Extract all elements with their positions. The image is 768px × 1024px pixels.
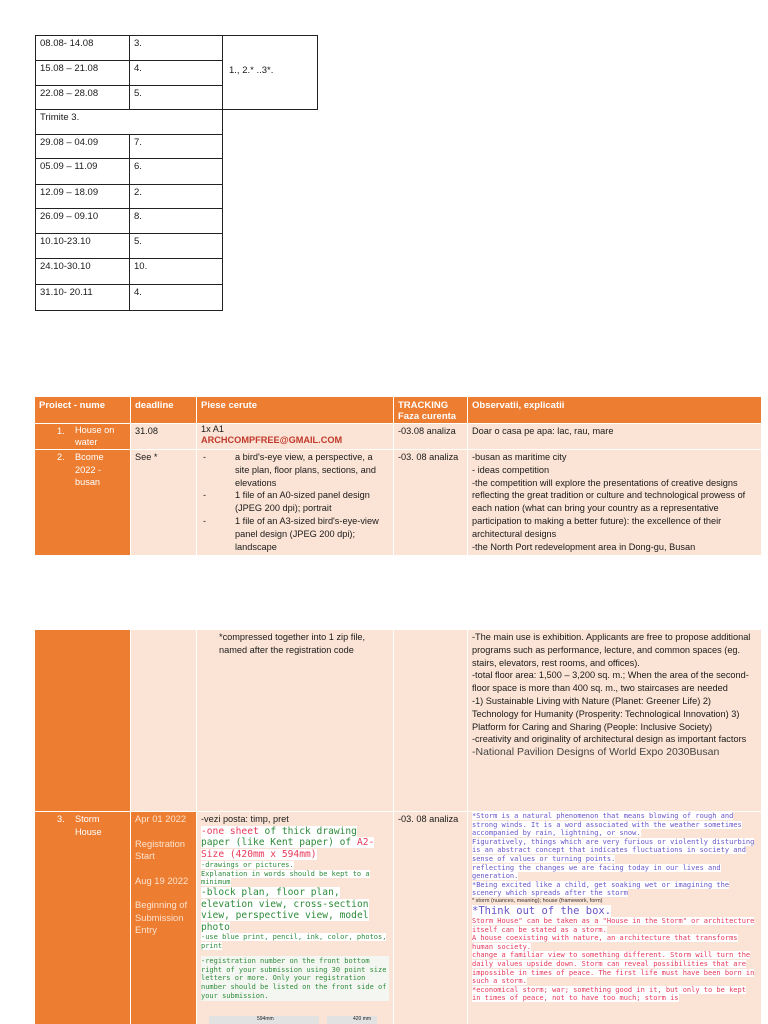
sheet-dimension-b: 420 mm xyxy=(353,1016,372,1022)
row2-pieces-cell-cont xyxy=(197,630,393,811)
row3-deadline-label-1: Registration Start xyxy=(135,837,186,861)
row3-project-cell xyxy=(35,812,130,1024)
row1-project-cell xyxy=(35,424,130,449)
schedule-week-5: 7. xyxy=(134,137,142,148)
row3-deadline-list xyxy=(135,813,195,937)
header-project: Proiect - nume xyxy=(35,397,130,423)
schedule-period-2: 15.08 – 21.08 xyxy=(40,63,99,74)
schedule-period-5: 29.08 – 04.09 xyxy=(40,137,99,148)
row3-piece-registration: -registration number on the front bottom right of your submission using 30 point size letters or more. Only your registration number should be listed on the front side of your submission. xyxy=(201,956,389,1001)
row2-note-cont-4: -creativity and originality of architectural design as important factors xyxy=(472,734,747,745)
header-pieces: Piese cerute xyxy=(197,397,393,423)
row3-note-figurative: Figuratively, things which are very furious or violently disturbing xyxy=(472,837,755,846)
row1-tracking-cell xyxy=(394,424,467,449)
row2-tracking: -03. 08 analiza xyxy=(398,452,459,462)
row3-piece-media: -use blue print, pencil, ink, color, photos, print xyxy=(201,933,387,950)
row2-note-2: - ideas competition xyxy=(472,464,550,475)
row2-notes-cell-cont xyxy=(468,630,761,811)
row3-note-reflecting: reflecting the changes we are facing today in our lives and generation. xyxy=(472,863,721,881)
row2-piece-3: - 1 file of an A3-sized bird's-eye-view panel design (JPEG 200 dpi); landscape xyxy=(199,515,389,553)
row3-note-think: *Think out of the box. xyxy=(472,904,612,917)
row2-note-cont-2: -total floor area: 1,500 – 3,200 sq. m.; When the area of the second-floor space is more than 400 sq. m., two staircases are needed xyxy=(472,670,749,694)
row2-project-name: Bcome 2022 - busan xyxy=(75,452,104,487)
row3-pieces-cell xyxy=(197,812,393,1024)
row1-deadline-cell xyxy=(131,424,196,449)
row2-pieces-zip-note: *compressed together into 1 zip file, named after the registration code xyxy=(219,632,366,655)
schedule-week-3: 5. xyxy=(134,88,142,99)
schedule-period-6: 05.09 – 11.09 xyxy=(40,161,98,172)
sheet-diagram-bar-b xyxy=(327,1016,377,1024)
row2-note-cont-3: -1) Sustainable Living with Nature (Planet: Greener Life) 2) Technology for Humanity (Prosperity: Technological Innovation) 3) Platform for Caring and Sharing (People: Inclusive Society) xyxy=(472,695,740,732)
row2-pieces-list xyxy=(199,451,389,553)
row3-number: 3. xyxy=(57,814,65,824)
row3-note-economical: *economical storm; war; something good in it, but only to be kept in times of peace, not to have too much; storm is xyxy=(472,985,746,1003)
row3-deadline-label-2: Beginning of Submission Entry xyxy=(135,899,188,935)
schedule-week-2: 4. xyxy=(134,63,142,74)
header-tracking: TRACKING Faza curenta xyxy=(394,397,467,423)
row1-notes-cell xyxy=(468,424,761,449)
row1-deadline: 31.08 xyxy=(135,426,158,436)
row2-piece-1: - a bird's-eye view, a perspective, a site plan, floor plans, sections, and elevations xyxy=(199,451,389,489)
schedule-week-11: 4. xyxy=(134,287,142,298)
row3-note-storm: *Storm is a natural phenomenon that means blowing of rough and strong winds. It is a word associated with the weather sometimes accompanied by rain, lightning, or snow. xyxy=(472,812,742,838)
row3-piece-sheet: -one sheet of thick drawing paper (like Kent paper) of A2-Size (420mm x 594mm) xyxy=(201,825,375,860)
row2-notes-list xyxy=(472,451,758,553)
row3-project-name: Storm House xyxy=(75,814,102,837)
schedule-period-7: 12.09 – 18.09 xyxy=(40,187,99,198)
row1-tracking: -03.08 analiza xyxy=(398,426,456,436)
schedule-side-note: 1., 2.* ..3*. xyxy=(229,65,274,76)
sheet-diagram-bar-a xyxy=(209,1016,319,1024)
row3-piece-views: -block plan, floor plan, elevation view, cross-section view, perspective view, model photo xyxy=(201,887,369,933)
row2-note-1: -busan as maritime city xyxy=(472,452,567,462)
row3-tracking-cell xyxy=(394,812,467,1024)
schedule-week-10: 10. xyxy=(134,261,148,272)
schedule-period-8: 26.09 – 09.10 xyxy=(40,211,99,222)
row2-pieces-cell xyxy=(197,450,393,555)
row2-project-cell-cont xyxy=(35,630,130,811)
schedule-period-1: 08.08- 14.08 xyxy=(40,38,94,49)
row3-piece-explanation: Explanation in words should be kept to a minimum xyxy=(201,869,370,887)
row3-pieces-content xyxy=(201,813,389,1001)
row2-tracking-cell-cont xyxy=(394,630,467,811)
row2-notes-cell xyxy=(468,450,761,555)
row1-email-link[interactable]: ARCHCOMPFREE@GMAIL.COM xyxy=(201,435,343,445)
schedule-period-9: 10.10-23.10 xyxy=(40,236,91,247)
schedule-period-3: 22.08 – 28.08 xyxy=(40,88,99,99)
row2-notes-cont-list xyxy=(472,631,758,759)
row3-deadline-date-2: Aug 19 2022 xyxy=(135,874,189,886)
row3-note-excited: *Being excited like a child, get soaking wet or imagining the scenery which spreads after the storm xyxy=(472,880,730,898)
row3-piece-post: -vezi posta: timp, pret xyxy=(201,814,289,824)
schedule-week-7: 2. xyxy=(134,187,142,198)
row3-note-storm-house: Storm House" can be taken as a "House in the Storm" or architecture itself can be stated as a storm. xyxy=(472,916,755,934)
row1-project-name: House on water xyxy=(75,425,115,447)
schedule-week-6: 6. xyxy=(134,161,142,172)
schedule-period-11: 31.10- 20.11 xyxy=(40,287,93,298)
row2-note-cont-1: -The main use is exhibition. Applicants are free to propose additional programs such as performance, lecture, and common spaces (eg. stairs, elevators, rest rooms, and offices). xyxy=(472,632,751,668)
row2-note-footer: -National Pavilion Designs of World Expo 2030Busan xyxy=(472,746,720,759)
row2-tracking-cell xyxy=(394,450,467,555)
header-notes: Observatii, explicatii xyxy=(468,397,761,423)
row2-deadline-cell-cont xyxy=(131,630,196,811)
header-deadline: deadline xyxy=(131,397,196,423)
row3-tracking: -03. 08 analiza xyxy=(398,814,459,824)
sheet-dimension-a: 594mm xyxy=(257,1016,274,1022)
schedule-week-9: 5. xyxy=(134,236,142,247)
row3-deadline-cell xyxy=(131,812,196,1024)
row2-project-cell xyxy=(35,450,130,555)
row2-number: 2. xyxy=(57,452,65,462)
row3-note-nuances: * storm (nuances, meaning); house (framework, form) xyxy=(472,897,603,904)
row1-notes: Doar o casa pe apa: lac, rau, mare xyxy=(472,426,614,436)
row2-piece-2: - 1 file of an A0-sized panel design (JPEG 200 dpi); portrait xyxy=(199,489,389,515)
row2-note-3: -the competition will explore the presentations of creative designs reflecting the great tradition or culture and technological prowess of each nation (what can bring your country as a representative participation to making a better future): the excellence of their architectural designs xyxy=(472,477,746,539)
row3-note-coexisting: A house coexisting with nature, an architecture that transforms human society. xyxy=(472,934,738,951)
row2-note-4: -the North Port redevelopment area in Dong-gu, Busan xyxy=(472,541,696,552)
row2-deadline-cell xyxy=(131,450,196,555)
schedule-week-1: 3. xyxy=(134,38,142,49)
row3-notes-content xyxy=(472,812,758,1003)
row3-notes-cell xyxy=(468,812,761,1024)
row1-number: 1. xyxy=(57,426,65,436)
schedule-period-10: 24.10-30.10 xyxy=(40,261,91,272)
row3-note-abstract: is an abstract concept that indicates fluctuations in society and sense of values or turning points. xyxy=(472,846,746,863)
schedule-section-label: Trimite 3. xyxy=(40,112,80,123)
row1-pieces: 1x A1 xyxy=(201,424,224,434)
row3-piece-drawings: -drawings or pictures. xyxy=(201,861,294,870)
row3-note-change: change a familiar view to something different. Storm will turn the daily values upside down. Storm can reveal possibilities that are impossible in times of peace. The first life must have been born in such a storm. xyxy=(472,951,755,986)
row3-deadline-date-1: Apr 01 2022 xyxy=(135,813,187,824)
row2-deadline: See * xyxy=(135,452,158,462)
schedule-week-8: 8. xyxy=(134,211,142,222)
row1-pieces-cell xyxy=(197,424,393,449)
